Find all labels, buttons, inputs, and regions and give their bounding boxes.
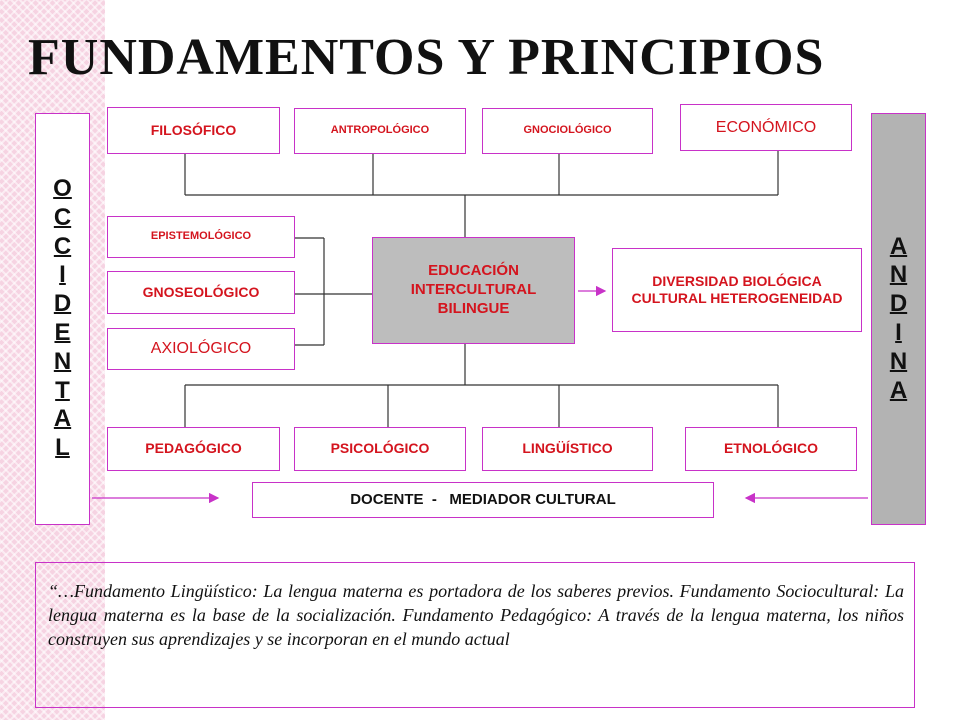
occidental-letter: E [54,319,71,346]
andina-letter: N [889,261,908,289]
occidental-letter: D [53,290,72,318]
box-educacion-intercultural-bilingue: EDUCACIÓN INTERCULTURAL BILINGUE [372,237,575,344]
box-antropologico: ANTROPOLÓGICO [294,108,466,154]
occidental-letter: C [53,232,72,260]
box-economico: ECONÓMICO [680,104,852,151]
box-epistemologico: EPISTEMOLÓGICO [107,216,295,258]
occidental-letter: C [53,203,72,231]
box-diversidad: DIVERSIDAD BIOLÓGICA CULTURAL HETEROGENEIDAD [612,248,862,332]
box-etnologico: ETNOLÓGICO [685,427,857,471]
occidental-letter: I [59,261,66,289]
occidental-box [35,113,90,525]
box-docente-mediador: DOCENTE - MEDIADOR CULTURAL [252,482,714,518]
box-gnoseologico: GNOSEOLÓGICO [107,271,295,314]
box-filosofico: FILOSÓFICO [107,107,280,154]
occidental-letter: A [53,405,72,433]
andina-letter: I [895,319,902,346]
page-title: FUNDAMENTOS Y PRINCIPIOS [28,29,825,86]
occidental-letter: O [53,175,72,203]
occidental-letter: T [55,376,70,404]
box-axiologico: AXIOLÓGICO [107,328,295,370]
fundamentos-quote: “…Fundamento Lingüístico: La lengua materna es portadora de los saberes previos. Fundamento Sociocultural: La lengua materna es la base de la socialización. Fundamento Pedagógico: A través de la lengua materna, los niños construyen sus aprendizajes y se incorporan en el mundo actual [35,562,915,708]
box-psicologico: PSICOLÓGICO [294,427,466,471]
andina-box [871,113,926,525]
andina-letter: D [889,290,908,318]
box-pedagogico: PEDAGÓGICO [107,427,280,471]
occidental-letter: L [55,434,70,462]
andina-letter: A [889,232,908,260]
box-gnociologico: GNOCIOLÓGICO [482,108,653,154]
andina-letter: A [889,376,908,404]
occidental-letter: N [53,347,72,375]
box-linguistico: LINGÜÍSTICO [482,427,653,471]
andina-letter: N [889,347,908,375]
